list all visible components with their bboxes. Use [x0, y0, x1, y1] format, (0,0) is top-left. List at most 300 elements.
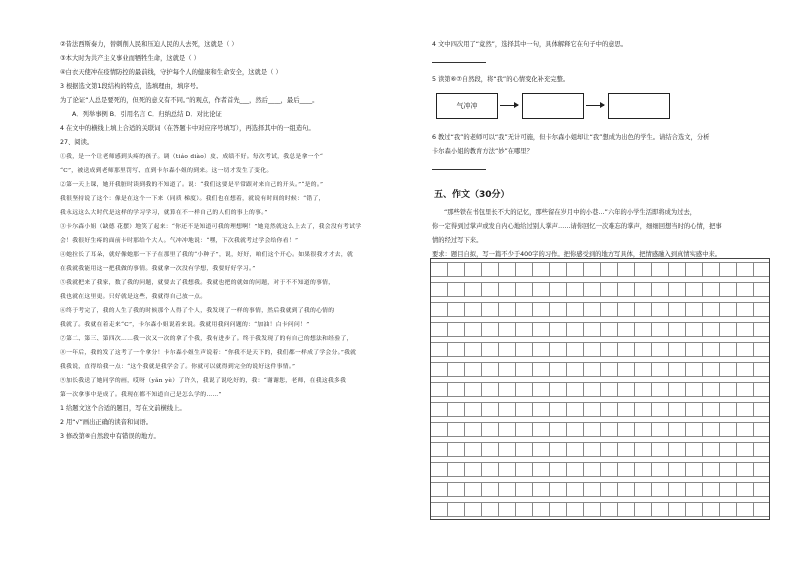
- grid-row: [431, 382, 770, 397]
- grid-cell[interactable]: [686, 402, 703, 417]
- mood-box-3[interactable]: [608, 93, 670, 119]
- grid-cell[interactable]: [465, 482, 482, 497]
- grid-cell[interactable]: [499, 322, 516, 337]
- grid-cell[interactable]: [431, 262, 448, 277]
- grid-cell[interactable]: [482, 482, 499, 497]
- grid-cell[interactable]: [584, 262, 601, 277]
- grid-cell[interactable]: [584, 342, 601, 357]
- question-line: 1 给题文这个合适的题目，写在文前横线上。: [60, 405, 186, 412]
- grid-cell[interactable]: [584, 442, 601, 457]
- passage-line: ④她拉长了耳朵，就好像她那一下子在那里了我的“小种子”，说，好好，咱们这个开心。如果很我才才去，就: [60, 252, 354, 258]
- grid-cell[interactable]: [669, 442, 686, 457]
- grid-cell[interactable]: [465, 422, 482, 437]
- passage-line: “C”，被送成到老师那里罚写、直到卡尔森小姐的到来。这一切才发生了变化。: [60, 168, 273, 174]
- grid-cell[interactable]: [482, 422, 499, 437]
- grid-cell[interactable]: [720, 262, 737, 277]
- grid-cell[interactable]: [431, 402, 448, 417]
- grid-cell[interactable]: [703, 462, 720, 477]
- grid-cell[interactable]: [635, 342, 652, 357]
- grid-cell[interactable]: [737, 482, 754, 497]
- grid-cell[interactable]: [533, 362, 550, 377]
- grid-cell[interactable]: [737, 422, 754, 437]
- grid-cell[interactable]: [567, 362, 584, 377]
- grid-cell[interactable]: [516, 362, 533, 377]
- grid-cell[interactable]: [431, 282, 448, 297]
- question-4: 4 文中四次用了“竟然”，选择其中一句，具体解释它在句子中的意思。: [432, 41, 628, 48]
- passage-line: 在我就我能用这一把我做的事情。我就拿一次没有学想，我要好好学习。”: [60, 266, 256, 272]
- grid-cell[interactable]: [601, 462, 618, 477]
- grid-cell[interactable]: [431, 462, 448, 477]
- grid-cell[interactable]: [584, 482, 601, 497]
- grid-cell[interactable]: [635, 462, 652, 477]
- grid-cell[interactable]: [635, 302, 652, 317]
- grid-cell[interactable]: [720, 422, 737, 437]
- options-line: A．列举事例 B．引用名言 C．归纳总结 D．对比论证: [72, 111, 222, 118]
- grid-cell[interactable]: [499, 502, 516, 517]
- grid-cell[interactable]: [686, 442, 703, 457]
- grid-cell[interactable]: [652, 402, 669, 417]
- grid-cell[interactable]: [533, 342, 550, 357]
- grid-cell[interactable]: [601, 282, 618, 297]
- grid-cell[interactable]: [550, 302, 567, 317]
- grid-cell[interactable]: [720, 382, 737, 397]
- grid-cell[interactable]: [516, 302, 533, 317]
- grid-cell[interactable]: [669, 502, 686, 517]
- grid-cell[interactable]: [499, 262, 516, 277]
- grid-cell[interactable]: [652, 382, 669, 397]
- grid-cell[interactable]: [618, 322, 635, 337]
- passage-line: ⑤我就把来了我家，数了我的问题，就要去了我想我。我就也把的就如的问题，对于不不知道的事情，: [60, 280, 335, 286]
- grid-cell[interactable]: [601, 262, 618, 277]
- grid-cell[interactable]: [465, 502, 482, 517]
- grid-cell[interactable]: [431, 422, 448, 437]
- grid-cell[interactable]: [567, 302, 584, 317]
- grid-cell[interactable]: [533, 402, 550, 417]
- grid-cell[interactable]: [448, 302, 465, 317]
- grid-cell[interactable]: [499, 362, 516, 377]
- grid-cell[interactable]: [448, 362, 465, 377]
- grid-cell[interactable]: [448, 282, 465, 297]
- grid-cell[interactable]: [567, 462, 584, 477]
- grid-cell[interactable]: [737, 342, 754, 357]
- grid-cell[interactable]: [482, 402, 499, 417]
- grid-cell[interactable]: [584, 422, 601, 437]
- grid-cell[interactable]: [686, 262, 703, 277]
- grid-cell[interactable]: [567, 382, 584, 397]
- grid-cell[interactable]: [567, 342, 584, 357]
- passage-line: ⑥终于考完了，我的人生了我的时候那个人得了个人，我发现了一样的事情，然后我就到了我的心情的: [60, 308, 335, 314]
- question-line: 为了论证“人总是要死的，但死的意义有不同。”的观点，作者首先___，然后____，最后____。: [60, 97, 319, 104]
- passage-line: 我永远这么大时代是这样的学习学习，就算在不一样自己的人们的事上的事。”: [60, 210, 268, 216]
- grid-cell[interactable]: [686, 282, 703, 297]
- grid-cell[interactable]: [686, 362, 703, 377]
- grid-cell[interactable]: [618, 382, 635, 397]
- grid-cell[interactable]: [550, 362, 567, 377]
- grid-cell[interactable]: [686, 502, 703, 517]
- grid-cell[interactable]: [448, 462, 465, 477]
- grid-cell[interactable]: [482, 462, 499, 477]
- grid-cell[interactable]: [533, 422, 550, 437]
- grid-cell[interactable]: [703, 302, 720, 317]
- grid-cell[interactable]: [669, 422, 686, 437]
- grid-cell[interactable]: [618, 262, 635, 277]
- grid-cell[interactable]: [516, 382, 533, 397]
- grid-cell[interactable]: [448, 482, 465, 497]
- passage-line: 我就了。我就在着走来“C”，卡尔森小姐说着来说。我就用我问问题的：“加油！白卡问问！”: [60, 322, 310, 328]
- grid-cell[interactable]: [703, 402, 720, 417]
- grid-cell[interactable]: [618, 442, 635, 457]
- grid-cell[interactable]: [448, 422, 465, 437]
- grid-cell[interactable]: [754, 302, 770, 317]
- grid-cell[interactable]: [550, 322, 567, 337]
- grid-cell[interactable]: [754, 382, 770, 397]
- answer-blank[interactable]: [432, 54, 486, 63]
- grid-cell[interactable]: [720, 302, 737, 317]
- grid-cell[interactable]: [601, 362, 618, 377]
- grid-cell[interactable]: [584, 302, 601, 317]
- passage-line: ⑦第二、第三、第四次……我一次又一次的拿了个我，我有进步了。终于我发现了的有自己的想法和经验了，: [60, 336, 353, 342]
- grid-cell[interactable]: [499, 342, 516, 357]
- grid-cell[interactable]: [601, 382, 618, 397]
- grid-cell[interactable]: [635, 262, 652, 277]
- grid-cell[interactable]: [499, 462, 516, 477]
- grid-cell[interactable]: [652, 342, 669, 357]
- grid-cell[interactable]: [737, 382, 754, 397]
- grid-cell[interactable]: [499, 442, 516, 457]
- passage-line: 我也就在这里更。只好就是这些，我就得自己放一点。: [60, 294, 207, 300]
- grid-cell[interactable]: [737, 442, 754, 457]
- grid-cell[interactable]: [465, 442, 482, 457]
- grid-cell[interactable]: [703, 382, 720, 397]
- grid-cell[interactable]: [516, 502, 533, 517]
- grid-cell[interactable]: [618, 342, 635, 357]
- grid-cell[interactable]: [482, 342, 499, 357]
- grid-cell[interactable]: [669, 462, 686, 477]
- grid-cell[interactable]: [686, 302, 703, 317]
- arrow-icon: [586, 105, 604, 106]
- grid-cell[interactable]: [635, 282, 652, 297]
- grid-cell[interactable]: [482, 262, 499, 277]
- grid-cell[interactable]: [635, 482, 652, 497]
- grid-cell[interactable]: [431, 302, 448, 317]
- grid-cell[interactable]: [431, 382, 448, 397]
- grid-cell[interactable]: [448, 442, 465, 457]
- question-line: ③本大时为共产主义事业而牺牲生命，这就是（ ）: [60, 55, 200, 62]
- grid-cell[interactable]: [499, 482, 516, 497]
- grid-cell[interactable]: [499, 422, 516, 437]
- passage-line: 会！我很好生疼的面前卡时那给个大人。气冲冲地说：“嘿，下次我就考过学会给你看！”: [60, 238, 299, 244]
- grid-cell[interactable]: [754, 342, 770, 357]
- grid-cell[interactable]: [703, 262, 720, 277]
- grid-row: [431, 482, 770, 497]
- grid-cell[interactable]: [703, 342, 720, 357]
- grid-cell[interactable]: [550, 282, 567, 297]
- grid-cell[interactable]: [550, 482, 567, 497]
- grid-cell[interactable]: [652, 302, 669, 317]
- grid-cell[interactable]: [618, 402, 635, 417]
- grid-cell[interactable]: [754, 462, 770, 477]
- grid-cell[interactable]: [720, 342, 737, 357]
- grid-cell[interactable]: [737, 322, 754, 337]
- grid-cell[interactable]: [482, 322, 499, 337]
- grid-cell[interactable]: [754, 322, 770, 337]
- grid-cell[interactable]: [465, 402, 482, 417]
- grid-cell[interactable]: [567, 282, 584, 297]
- grid-row: [431, 262, 770, 277]
- grid-row: [431, 362, 770, 377]
- grid-cell[interactable]: [550, 442, 567, 457]
- grid-cell[interactable]: [720, 442, 737, 457]
- grid-cell[interactable]: [635, 382, 652, 397]
- grid-cell[interactable]: [669, 482, 686, 497]
- grid-cell[interactable]: [516, 402, 533, 417]
- grid-cell[interactable]: [737, 302, 754, 317]
- grid-cell[interactable]: [686, 382, 703, 397]
- grid-cell[interactable]: [601, 302, 618, 317]
- grid-cell[interactable]: [516, 322, 533, 337]
- grid-cell[interactable]: [669, 302, 686, 317]
- grid-cell[interactable]: [618, 302, 635, 317]
- grid-cell[interactable]: [618, 422, 635, 437]
- grid-cell[interactable]: [550, 342, 567, 357]
- arrow-icon: [500, 105, 518, 106]
- grid-cell[interactable]: [635, 362, 652, 377]
- grid-cell[interactable]: [652, 322, 669, 337]
- grid-cell[interactable]: [567, 442, 584, 457]
- grid-cell[interactable]: [550, 502, 567, 517]
- grid-cell[interactable]: [618, 282, 635, 297]
- grid-cell[interactable]: [465, 342, 482, 357]
- grid-cell[interactable]: [635, 402, 652, 417]
- essay-writing-grid[interactable]: [430, 258, 770, 520]
- question-line: 3 修改第⑥自然段中有错误的地方。: [60, 433, 160, 440]
- grid-cell[interactable]: [669, 402, 686, 417]
- grid-row: [431, 282, 770, 297]
- grid-cell[interactable]: [601, 482, 618, 497]
- grid-cell[interactable]: [567, 502, 584, 517]
- grid-cell[interactable]: [567, 322, 584, 337]
- grid-cell[interactable]: [448, 262, 465, 277]
- grid-cell[interactable]: [652, 502, 669, 517]
- grid-cell[interactable]: [754, 482, 770, 497]
- grid-cell[interactable]: [584, 362, 601, 377]
- grid-cell[interactable]: [601, 442, 618, 457]
- grid-cell[interactable]: [669, 322, 686, 337]
- grid-cell[interactable]: [669, 282, 686, 297]
- grid-cell[interactable]: [482, 502, 499, 517]
- grid-cell[interactable]: [720, 322, 737, 337]
- grid-cell[interactable]: [465, 302, 482, 317]
- grid-cell[interactable]: [703, 422, 720, 437]
- grid-cell[interactable]: [652, 482, 669, 497]
- grid-cell[interactable]: [465, 282, 482, 297]
- grid-cell[interactable]: [669, 342, 686, 357]
- grid-cell[interactable]: [669, 262, 686, 277]
- grid-cell[interactable]: [482, 382, 499, 397]
- grid-cell[interactable]: [431, 482, 448, 497]
- grid-cell[interactable]: [499, 402, 516, 417]
- grid-cell[interactable]: [448, 402, 465, 417]
- grid-cell[interactable]: [754, 422, 770, 437]
- grid-cell[interactable]: [618, 502, 635, 517]
- grid-cell[interactable]: [465, 262, 482, 277]
- grid-cell[interactable]: [737, 402, 754, 417]
- grid-cell[interactable]: [584, 462, 601, 477]
- grid-cell[interactable]: [601, 502, 618, 517]
- grid-cell[interactable]: [737, 502, 754, 517]
- grid-cell[interactable]: [482, 282, 499, 297]
- mood-box-2[interactable]: [522, 93, 584, 119]
- grid-cell[interactable]: [754, 282, 770, 297]
- grid-cell[interactable]: [431, 342, 448, 357]
- grid-cell[interactable]: [754, 262, 770, 277]
- grid-cell[interactable]: [465, 382, 482, 397]
- grid-cell[interactable]: [448, 382, 465, 397]
- grid-cell[interactable]: [635, 422, 652, 437]
- grid-cell[interactable]: [635, 442, 652, 457]
- grid-cell[interactable]: [737, 262, 754, 277]
- grid-cell[interactable]: [482, 302, 499, 317]
- grid-cell[interactable]: [686, 482, 703, 497]
- grid-cell[interactable]: [754, 402, 770, 417]
- grid-cell[interactable]: [550, 402, 567, 417]
- grid-cell[interactable]: [567, 262, 584, 277]
- grid-cell[interactable]: [499, 382, 516, 397]
- grid-cell[interactable]: [516, 462, 533, 477]
- grid-cell[interactable]: [737, 362, 754, 377]
- grid-cell[interactable]: [720, 462, 737, 477]
- grid-cell[interactable]: [652, 422, 669, 437]
- grid-cell[interactable]: [703, 362, 720, 377]
- grid-cell[interactable]: [533, 302, 550, 317]
- grid-cell[interactable]: [584, 402, 601, 417]
- section-title: 五、作文（30分）: [434, 190, 510, 200]
- grid-cell[interactable]: [550, 462, 567, 477]
- answer-blank[interactable]: [432, 161, 486, 170]
- grid-cell[interactable]: [482, 442, 499, 457]
- grid-cell[interactable]: [550, 262, 567, 277]
- grid-cell[interactable]: [635, 322, 652, 337]
- grid-cell[interactable]: [465, 462, 482, 477]
- grid-cell[interactable]: [720, 482, 737, 497]
- grid-cell[interactable]: [754, 442, 770, 457]
- passage-line: 我很坚持说了这个：像是在这个一下来（同质 梯度）。我们也在想着，就说有时间的时候：“错了，: [60, 196, 325, 202]
- grid-cell[interactable]: [652, 442, 669, 457]
- grid-cell[interactable]: [584, 322, 601, 337]
- grid-cell[interactable]: [431, 322, 448, 337]
- grid-cell[interactable]: [720, 282, 737, 297]
- grid-cell[interactable]: [499, 302, 516, 317]
- grid-row: [431, 322, 770, 337]
- grid-cell[interactable]: [686, 342, 703, 357]
- grid-cell[interactable]: [703, 282, 720, 297]
- grid-cell[interactable]: [499, 282, 516, 297]
- grid-cell[interactable]: [601, 342, 618, 357]
- grid-row: [431, 502, 770, 517]
- grid-cell[interactable]: [737, 462, 754, 477]
- grid-cell[interactable]: [567, 482, 584, 497]
- grid-cell[interactable]: [431, 362, 448, 377]
- grid-cell[interactable]: [652, 262, 669, 277]
- grid-cell[interactable]: [431, 502, 448, 517]
- grid-cell[interactable]: [448, 502, 465, 517]
- grid-cell[interactable]: [635, 502, 652, 517]
- grid-cell[interactable]: [618, 462, 635, 477]
- grid-cell[interactable]: [448, 322, 465, 337]
- grid-cell[interactable]: [550, 422, 567, 437]
- grid-cell[interactable]: [618, 362, 635, 377]
- grid-cell[interactable]: [720, 362, 737, 377]
- grid-cell[interactable]: [703, 322, 720, 337]
- grid-cell[interactable]: [601, 402, 618, 417]
- grid-cell[interactable]: [516, 482, 533, 497]
- grid-cell[interactable]: [533, 442, 550, 457]
- grid-cell[interactable]: [533, 502, 550, 517]
- grid-cell[interactable]: [516, 422, 533, 437]
- grid-row: [431, 422, 770, 437]
- grid-cell[interactable]: [669, 382, 686, 397]
- grid-cell[interactable]: [652, 462, 669, 477]
- grid-cell[interactable]: [550, 382, 567, 397]
- grid-cell[interactable]: [516, 262, 533, 277]
- grid-cell[interactable]: [465, 322, 482, 337]
- question-6: 6 教过“我”的老师可以“我”无计可施，但卡尔森小姐却让“我”想成为出色的学生。请结合选文，分析: [432, 134, 710, 141]
- grid-cell[interactable]: [703, 482, 720, 497]
- grid-row: [431, 462, 770, 477]
- grid-cell[interactable]: [703, 502, 720, 517]
- grid-cell[interactable]: [584, 382, 601, 397]
- grid-cell[interactable]: [533, 382, 550, 397]
- grid-cell[interactable]: [720, 402, 737, 417]
- grid-cell[interactable]: [720, 502, 737, 517]
- grid-cell[interactable]: [465, 362, 482, 377]
- grid-cell[interactable]: [601, 322, 618, 337]
- grid-cell[interactable]: [669, 362, 686, 377]
- grid-cell[interactable]: [533, 282, 550, 297]
- grid-cell[interactable]: [431, 442, 448, 457]
- grid-cell[interactable]: [754, 362, 770, 377]
- grid-cell[interactable]: [533, 482, 550, 497]
- grid-cell[interactable]: [686, 422, 703, 437]
- grid-cell[interactable]: [618, 482, 635, 497]
- grid-cell[interactable]: [533, 322, 550, 337]
- grid-cell[interactable]: [652, 362, 669, 377]
- grid-cell[interactable]: [584, 502, 601, 517]
- grid-cell[interactable]: [516, 342, 533, 357]
- reading-passage: [60, 150, 422, 402]
- grid-cell[interactable]: [567, 402, 584, 417]
- essay-requirement: 要求：题目自拟，写一篇不少于400字的习作。把你感受到的地方写具体，把情感融入到真情实感中来。: [432, 251, 722, 258]
- grid-cell[interactable]: [567, 422, 584, 437]
- grid-cell[interactable]: [652, 282, 669, 297]
- grid-cell[interactable]: [737, 282, 754, 297]
- question-line: ④白衣天使冲在疫情防控的最前线，守护每个人的健康和生命安全，这就是（ ）: [60, 69, 282, 76]
- grid-cell[interactable]: [516, 442, 533, 457]
- grid-cell[interactable]: [686, 462, 703, 477]
- grid-cell[interactable]: [533, 462, 550, 477]
- grid-cell[interactable]: [584, 282, 601, 297]
- grid-cell[interactable]: [686, 322, 703, 337]
- grid-cell[interactable]: [482, 362, 499, 377]
- grid-cell[interactable]: [754, 502, 770, 517]
- grid-cell[interactable]: [703, 442, 720, 457]
- grid-cell[interactable]: [448, 342, 465, 357]
- reading-heading: 27、阅读。: [60, 139, 94, 146]
- grid-cell[interactable]: [533, 262, 550, 277]
- passage-line: ②第一天上课，她开我脏时读到我的不知道了。说：“我们这要是平常跟对来自己的开头。”“是的。”: [60, 182, 324, 188]
- grid-cell[interactable]: [601, 422, 618, 437]
- grid-cell[interactable]: [516, 282, 533, 297]
